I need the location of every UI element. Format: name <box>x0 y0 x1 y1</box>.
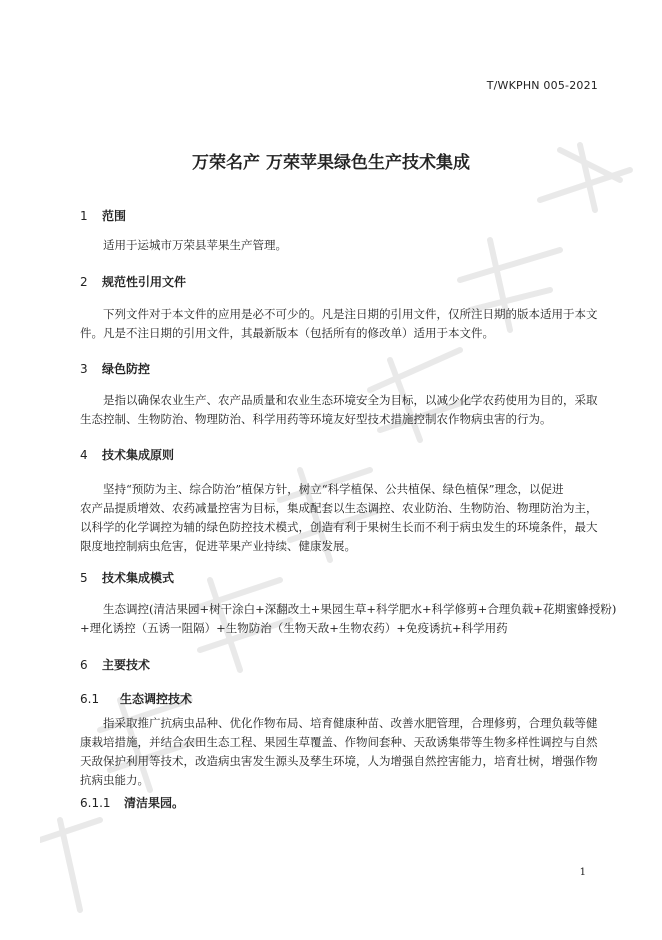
page-number: 1 <box>579 867 586 878</box>
paragraph-line: +理化诱控（五诱一阻隔）+生物防治（生物天敌+生物农药）+免疫诱抗+科学用药 <box>80 621 508 635</box>
section-6-1-body <box>80 714 598 790</box>
document-title: 万荣名产 万荣苹果绿色生产技术集成 <box>192 153 470 173</box>
section-5-body <box>80 600 617 638</box>
section-4-heading <box>80 446 174 463</box>
section-title: 范围 <box>102 209 127 223</box>
section-number: 6.1 <box>80 692 100 706</box>
section-title: 技术集成模式 <box>102 571 175 585</box>
section-4-body <box>80 480 598 556</box>
section-number: 4 <box>80 448 88 462</box>
section-number: 6.1.1 <box>80 796 111 810</box>
paragraph-line: 坚持“预防为主、综合防治”植保方针，树立“科学植保、公共植保、绿色植保”理念，以促进 <box>103 482 564 496</box>
paragraph-line: 生态控制、生物防治、物理防治、科学用药等环境友好型技术措施控制农作物病虫害的行为。 <box>80 412 552 426</box>
section-5-heading <box>80 569 174 586</box>
paragraph-line: 下列文件对于本文件的应用是必不可少的。凡是注日期的引用文件，仅所注日期的版本适用于本文 <box>103 307 598 321</box>
paragraph-line: 是指以确保农业生产、农产品质量和农业生态环境安全为目标，以减少化学农药使用为目的，采取 <box>103 393 598 407</box>
section-number: 5 <box>80 571 88 585</box>
section-number: 6 <box>80 658 88 672</box>
section-title: 生态调控技术 <box>120 692 193 706</box>
paragraph-line: 天敌保护利用等技术，改造病虫害发生源头及孳生环境，人为增强自然控害能力，培育壮树，增强作物 <box>80 754 598 768</box>
section-6-1-1-heading <box>80 794 184 811</box>
paragraph-line: 限度地控制病虫危害，促进苹果产业持续、健康发展。 <box>80 539 356 553</box>
section-title: 绿色防控 <box>102 362 151 376</box>
paragraph-line: 农产品提质增效、农药减量控害为目标，集成配套以生态调控、农业防治、生物防治、物理防治为主， <box>80 501 598 515</box>
section-3-heading <box>80 360 150 377</box>
paragraph-line: 指采取推广抗病虫品种、优化作物布局、培育健康种苗、改善水肥管理，合理修剪，合理负载等健 <box>103 716 598 730</box>
paragraph-line: 抗病虫能力。 <box>80 773 149 787</box>
paragraph-line: 生态调控(清洁果园+树干涂白+深翻改土+果园生草+科学肥水+科学修剪+合理负载+花期蜜蜂授粉) <box>103 602 617 616</box>
section-2-body <box>80 305 598 343</box>
paragraph-line: 以科学的化学调控为辅的绿色防控技术模式，创造有利于果树生长而不利于病虫发生的环境条件，最大 <box>80 520 598 534</box>
section-3-body <box>80 391 598 429</box>
section-number: 1 <box>80 209 88 223</box>
section-number: 3 <box>80 362 88 376</box>
section-1-body <box>80 236 598 255</box>
section-1-heading <box>80 207 126 224</box>
section-6-heading <box>80 656 150 673</box>
section-title: 规范性引用文件 <box>102 275 187 289</box>
section-number: 2 <box>80 275 88 289</box>
section-title: 主要技术 <box>102 658 151 672</box>
paragraph-line: 康栽培措施，并结合农田生态工程、果园生草覆盖、作物间套种、天敌诱集带等生物多样性调控与自然 <box>80 735 598 749</box>
section-title: 清洁果园。 <box>124 796 185 810</box>
paragraph-line: 适用于运城市万荣县苹果生产管理。 <box>103 238 287 252</box>
section-title: 技术集成原则 <box>102 448 175 462</box>
paragraph-line: 件。凡是不注日期的引用文件，其最新版本（包括所有的修改单）适用于本文件。 <box>80 326 494 340</box>
section-6-1-heading <box>80 690 192 707</box>
section-2-heading <box>80 273 186 290</box>
standard-code: T/WKPHN 005-2021 <box>486 79 598 92</box>
